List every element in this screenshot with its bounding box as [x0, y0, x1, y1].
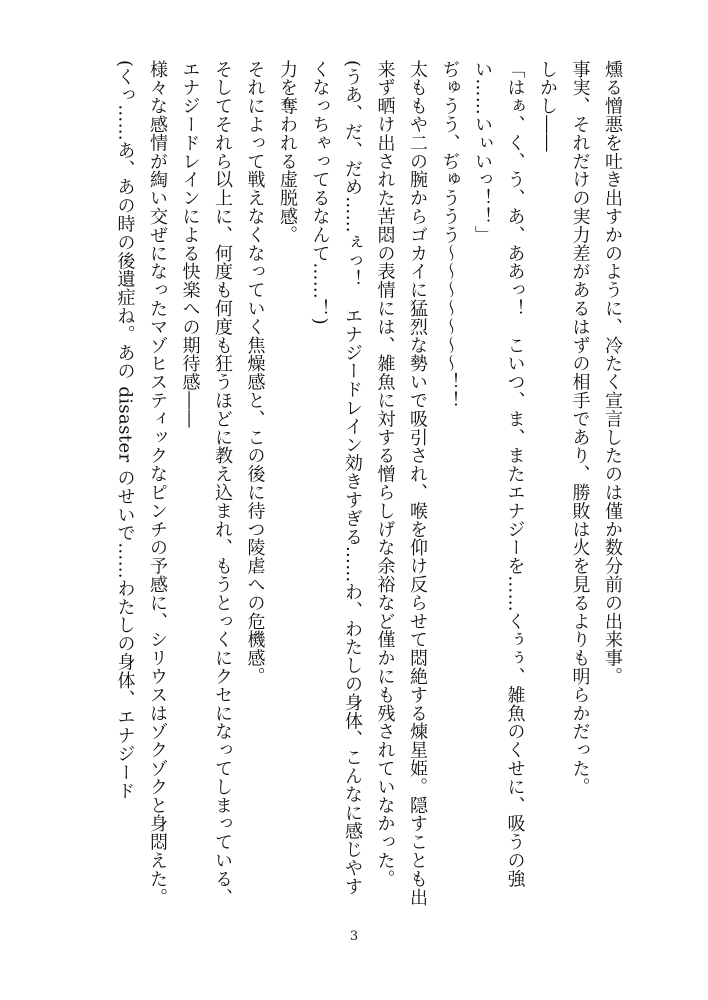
- paragraph-12: (くっ……あ、あの時の後遺症ね。あの disaster のせいで……わたしの身体、エナジード: [114, 60, 136, 800]
- paragraph-11: 様々な感情が綯い交ぜになったマゾヒスティックなピンチの予感に、シリウスはゾクゾクと身悶えた。: [147, 60, 168, 907]
- page-number: 3: [349, 929, 359, 944]
- vertical-text-body: [88, 60, 628, 910]
- paragraph-7: (うあ、だ、だめ……ぇっ！ エナジードレイン効きすぎる……わ、わたしの身体、こんなに感じやすくなっちゃってるなんて……！): [309, 60, 363, 896]
- paragraph-1: 燻る憎悪を吐き出すかのように、冷たく宣言したのは僅か数分前の出来事。: [602, 60, 623, 686]
- paragraph-6: 太ももや二の腕からゴカイに猛烈な勢いで吸引され、喉を仰け反らせて悶絶する煉星姫。隠すことも出来ず晒け出された苦悶の表情には、雑魚に対する憎らしげな余裕など僅かにも残されていなかった。: [374, 60, 428, 907]
- paragraph-2: 事実、それだけの実力差があるはずの相手であり、勝敗は火を見るよりも明らかだった。: [569, 60, 591, 796]
- paragraph-10: そしてそれら以上に、何度も何度も狂うほどに教え込まれ、もうとっくにクセになってしまっている、エナジードレインによる快楽への期待感――: [179, 60, 233, 907]
- paragraph-3: しかし――: [537, 60, 558, 152]
- paragraph-4: 「はぁ、く、う、あ、ああっ！ こいつ、ま、またエナジーを……くぅぅ、雑魚のくせに、吸うの強い……いぃいっ！！」: [472, 60, 526, 888]
- paragraph-8: 力を奪われる虚脱感。: [277, 60, 298, 244]
- paragraph-5: ぢゅうう、ぢゅううう～～～～～～～！！: [439, 60, 461, 410]
- paragraph-9: それによって戦えなくなっていく焦燥感と、この後に待つ陵虐への危機感。: [244, 60, 266, 686]
